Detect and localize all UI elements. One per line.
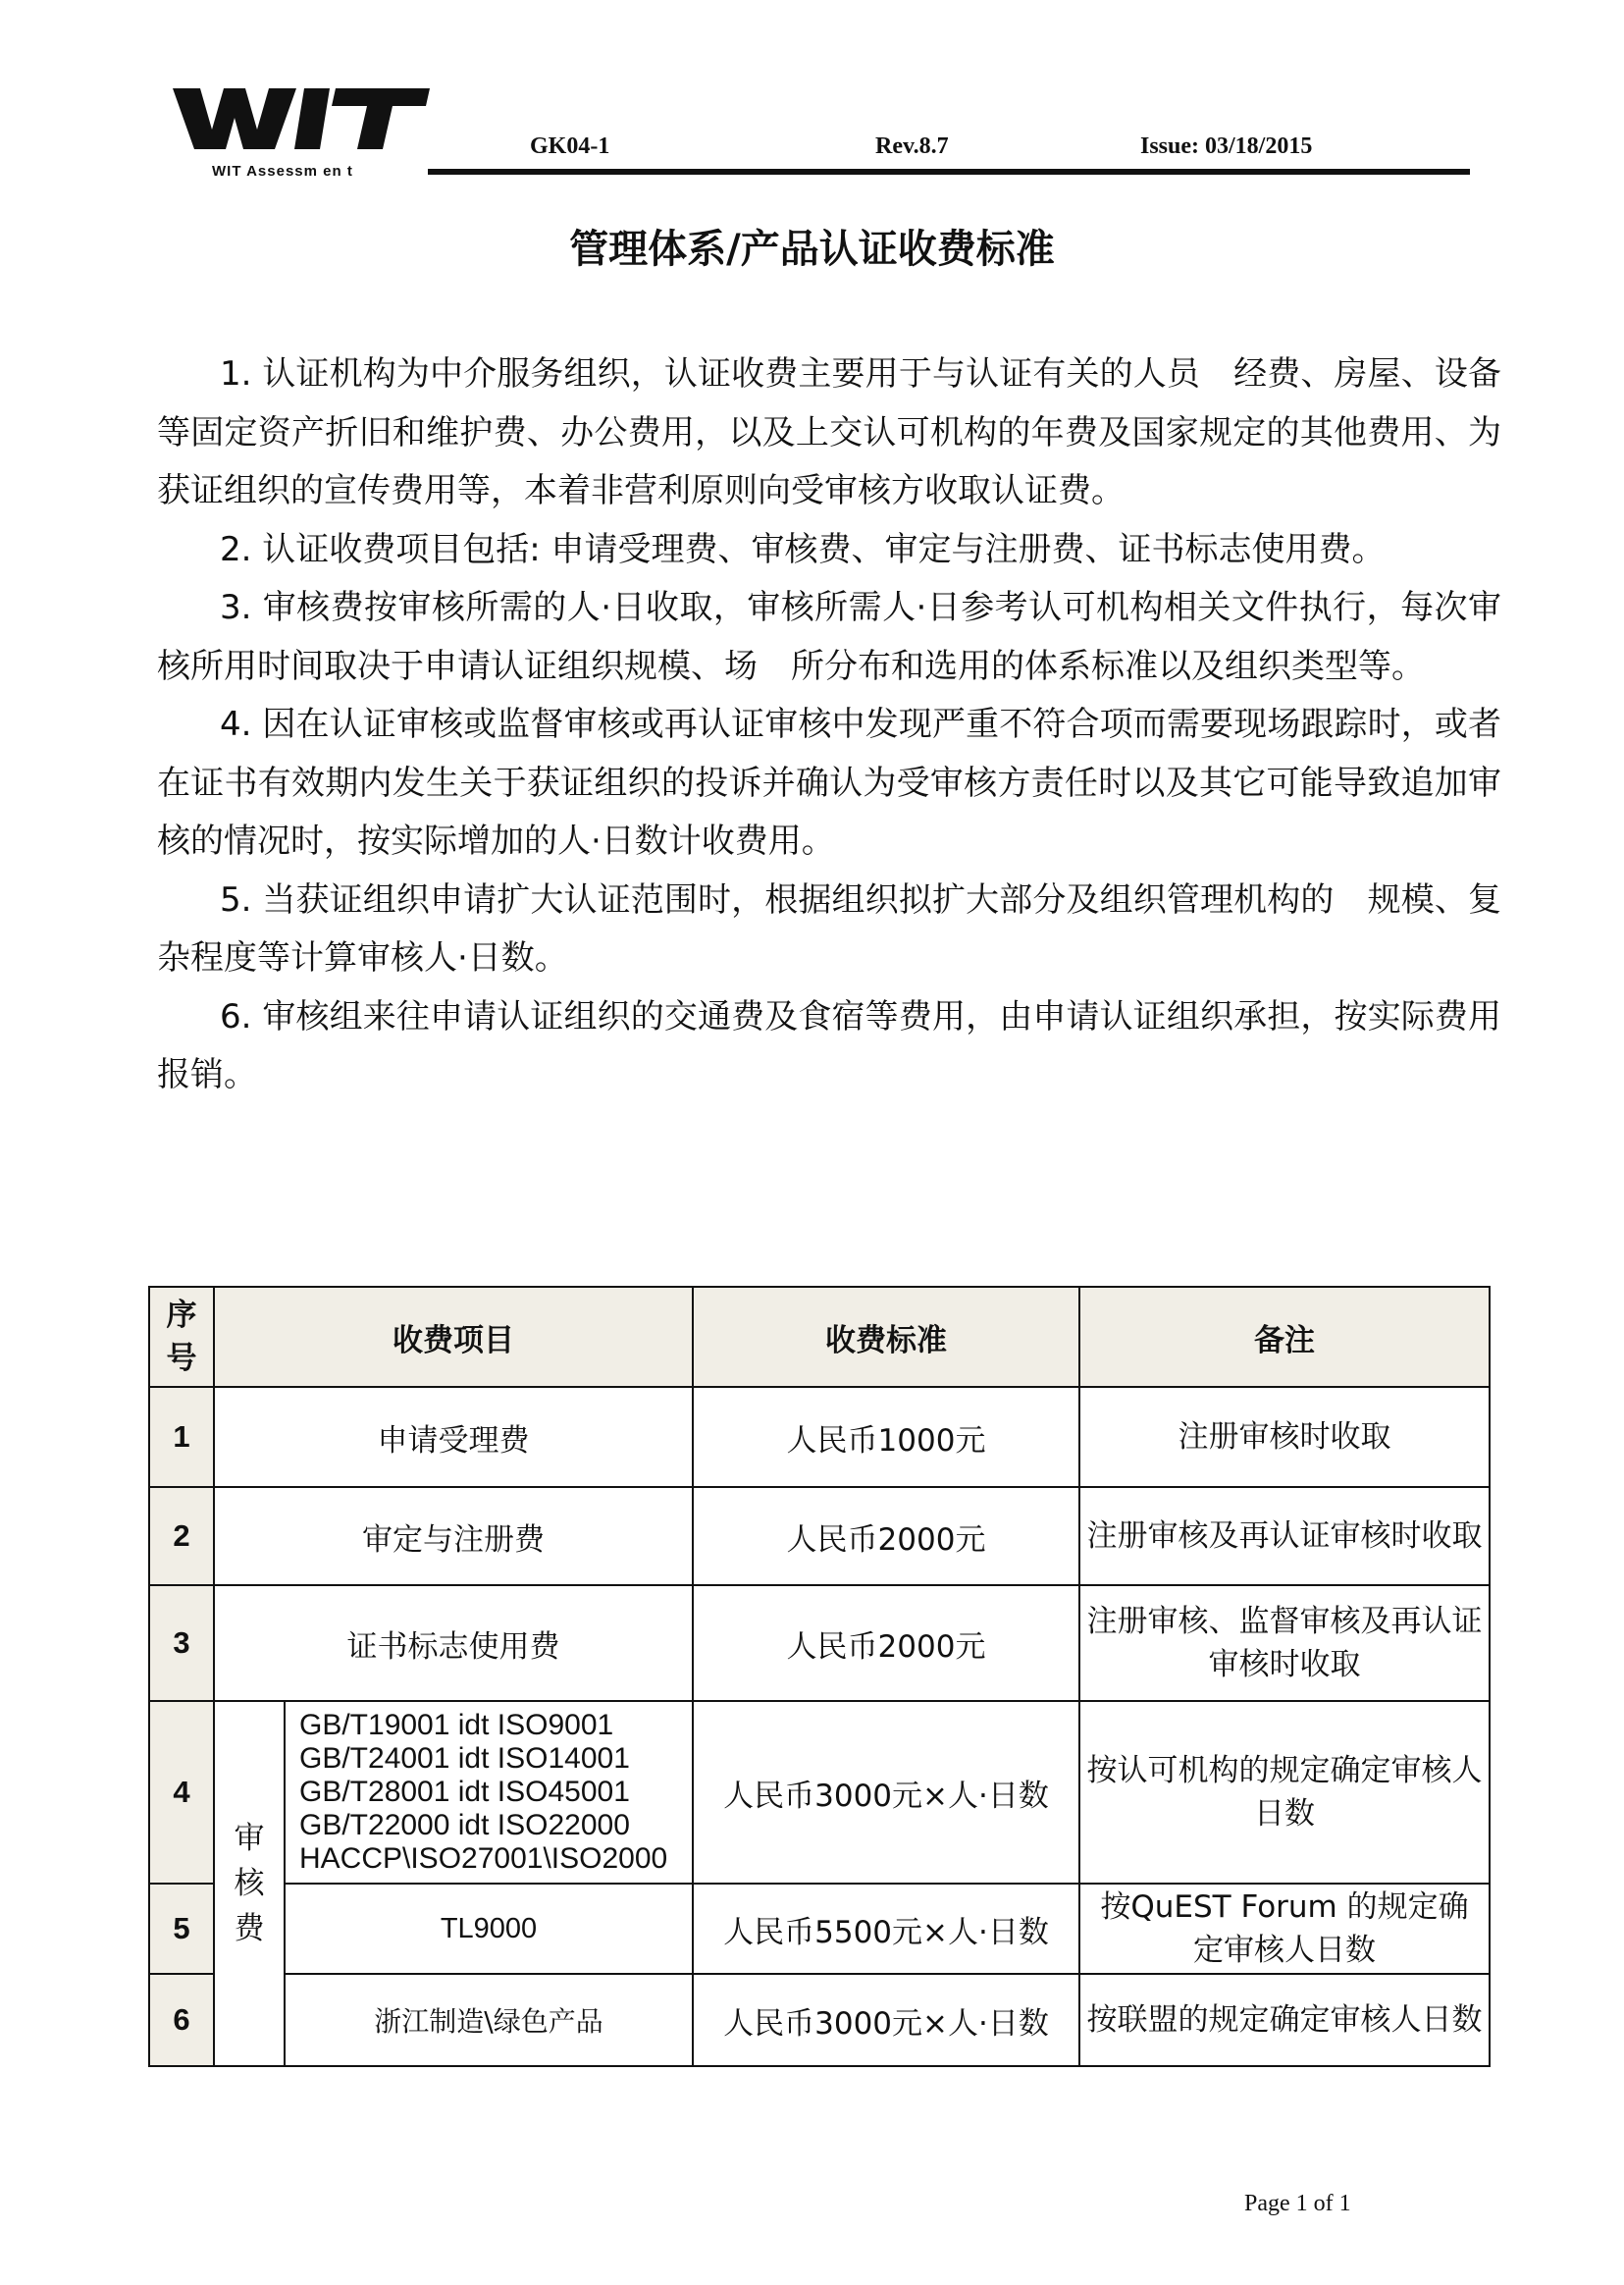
paragraph-2: 2. 认证收费项目包括: 申请受理费、审核费、审定与注册费、证书标志使用费。	[220, 529, 1386, 569]
row-standard: 人民币2000元	[693, 1585, 1079, 1701]
audit-fee-group	[214, 1701, 285, 2066]
paragraph-6: 6. 审核组来往申请认证组织的交通费及食宿等费用，由申请认证组织承担，按实际费用报销。	[157, 996, 1501, 1094]
table-row	[149, 1487, 1490, 1585]
audit-fee-group-label: 审核费	[234, 1821, 265, 1946]
row-remark: 按认可机构的规定确定审核人日数	[1079, 1701, 1490, 1884]
table-row	[149, 1884, 1490, 1974]
body-text	[157, 345, 1501, 1105]
standard-line: GB/T22000 idt ISO22000	[299, 1809, 630, 1841]
row-remark: 注册审核时收取	[1079, 1387, 1490, 1487]
paragraph-5: 5. 当获证组织申请扩大认证范围时，根据组织拟扩大部分及组织管理机构的 规模、复杂程度等计算审核人·日数。	[157, 879, 1501, 978]
paragraph-4: 4. 因在认证审核或监督审核或再认证审核中发现严重不符合项而需要现场跟踪时，或者在证书有效期内发生关于获证组织的投诉并确认为受审核方责任时以及其它可能导致追加审核的情况时，按实际增加的人·日数计收费用。	[157, 705, 1501, 861]
row-item-standards	[285, 1701, 693, 1884]
logo-subtitle: WIT Assessm en t	[212, 163, 353, 180]
row-standard: 人民币3000元×人·日数	[693, 1974, 1079, 2066]
header-rule	[428, 169, 1470, 175]
row-remark: 按联盟的规定确定审核人日数	[1079, 1974, 1490, 2066]
fee-table	[148, 1286, 1491, 2067]
row-no: 4	[149, 1701, 214, 1884]
doc-code: GK04-1	[530, 133, 610, 159]
row-remark: 按QuEST Forum 的规定确定审核人日数	[1079, 1884, 1490, 1974]
row-no: 5	[149, 1884, 214, 1974]
table-header-row	[149, 1287, 1490, 1387]
row-item: TL9000	[285, 1884, 693, 1974]
header-item: 收费项目	[214, 1287, 693, 1387]
table-row	[149, 1974, 1490, 2066]
row-remark: 注册审核、监督审核及再认证审核时收取	[1079, 1585, 1490, 1701]
row-no: 1	[149, 1387, 214, 1487]
header-standard: 收费标准	[693, 1287, 1079, 1387]
issue-date: Issue: 03/18/2015	[1140, 133, 1313, 159]
header-no: 序号	[149, 1287, 214, 1387]
page-number: Page 1 of 1	[1244, 2191, 1351, 2216]
row-item: 审定与注册费	[214, 1487, 693, 1585]
paragraph-1: 1. 认证机构为中介服务组织，认证收费主要用于与认证有关的人员 经费、房屋、设备等固定资产折旧和维护费、办公费用，以及上交认可机构的年费及国家规定的其他费用、为获证组织的宣传费用等，本着非营利原则向受审核方收取认证费。	[157, 354, 1501, 510]
row-item: 浙江制造\绿色产品	[285, 1974, 693, 2066]
row-remark: 注册审核及再认证审核时收取	[1079, 1487, 1490, 1585]
table-row	[149, 1387, 1490, 1487]
standard-line: GB/T28001 idt ISO45001	[299, 1776, 630, 1808]
row-item: 证书标志使用费	[214, 1585, 693, 1701]
row-standard: 人民币3000元×人·日数	[693, 1701, 1079, 1884]
standard-line: HACCP\ISO27001\ISO2000	[299, 1842, 668, 1875]
paragraph-3: 3. 审核费按审核所需的人·日收取，审核所需人·日参考认可机构相关文件执行，每次审核所用时间取决于申请认证组织规模、场 所分布和选用的体系标准以及组织类型等。	[157, 588, 1501, 686]
revision: Rev.8.7	[875, 133, 949, 159]
wit-logo	[173, 88, 438, 186]
document-title: 管理体系/产品认证收费标准	[569, 227, 1055, 272]
standard-line: GB/T19001 idt ISO9001	[299, 1709, 614, 1741]
header-remark: 备注	[1079, 1287, 1490, 1387]
row-standard: 人民币2000元	[693, 1487, 1079, 1585]
table-row	[149, 1701, 1490, 1884]
row-no: 6	[149, 1974, 214, 2066]
row-no: 3	[149, 1585, 214, 1701]
row-standard: 人民币1000元	[693, 1387, 1079, 1487]
table-row	[149, 1585, 1490, 1701]
wit-logo-mark	[173, 88, 438, 157]
row-no: 2	[149, 1487, 214, 1585]
standard-line: GB/T24001 idt ISO14001	[299, 1742, 630, 1775]
row-standard: 人民币5500元×人·日数	[693, 1884, 1079, 1974]
row-item: 申请受理费	[214, 1387, 693, 1487]
